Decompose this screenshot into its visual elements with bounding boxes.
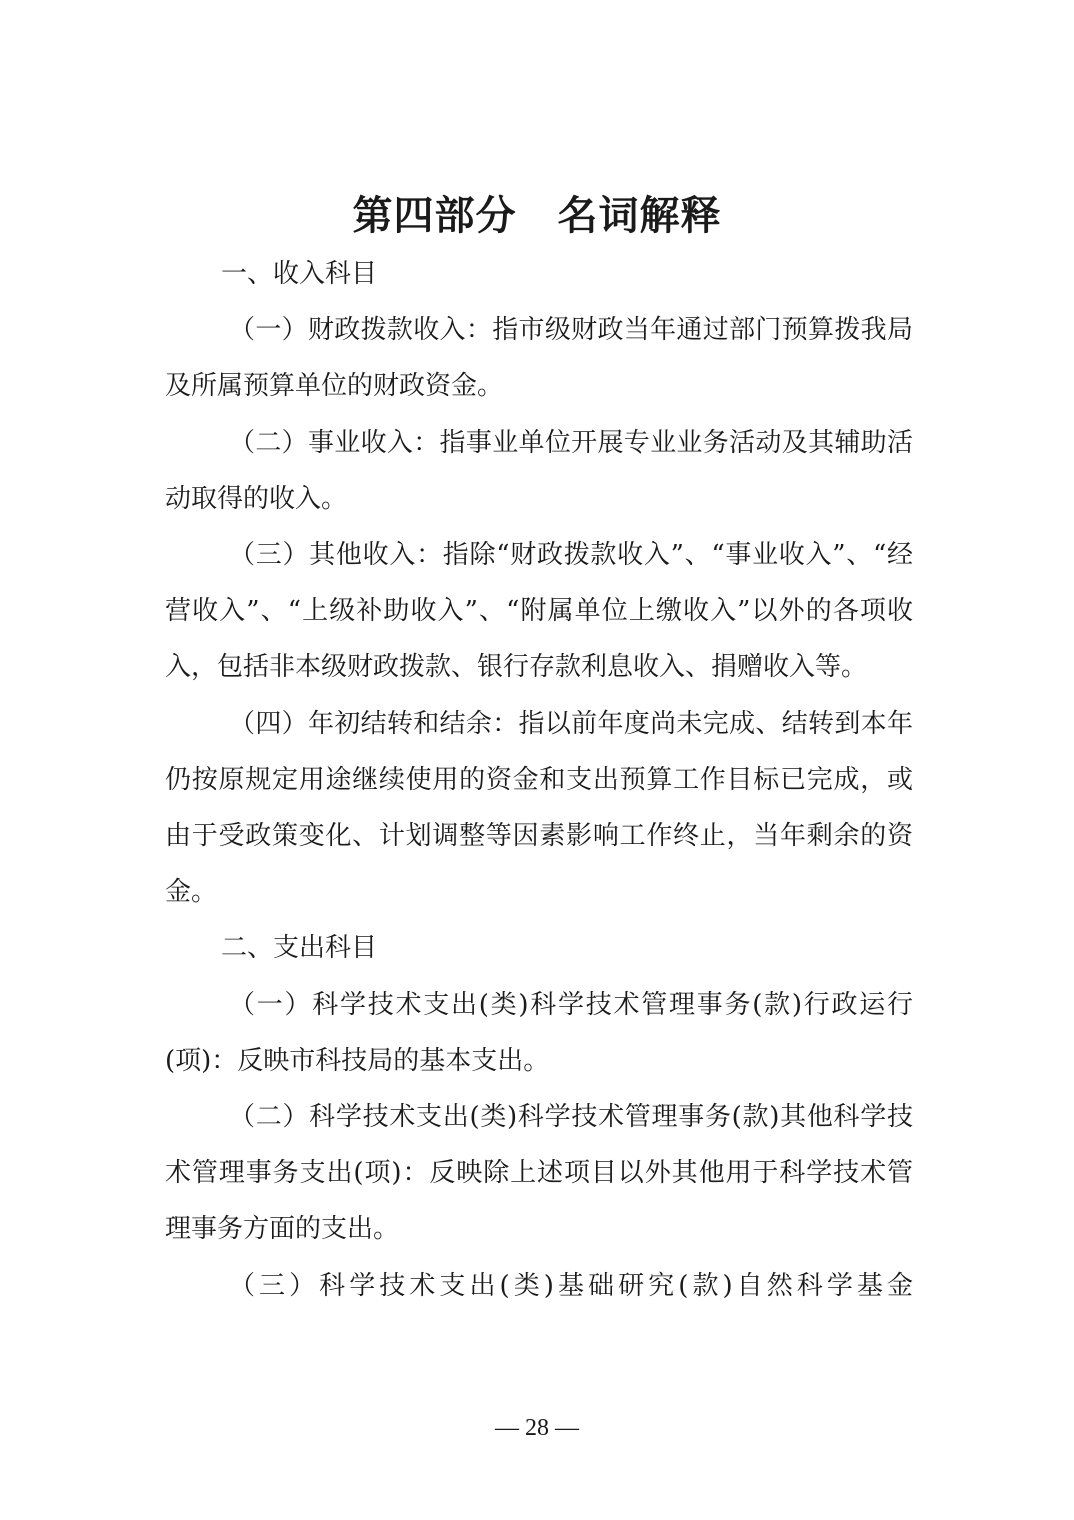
paragraph: （二）事业收入：指事业单位开展专业业务活动及其辅助活动取得的收入。	[165, 427, 913, 514]
paragraph: （三）科学技术支出(类)基础研究(款)自然科学基金	[229, 1270, 913, 1301]
page-title: 第四部分 名词解释	[352, 193, 722, 239]
paragraph: （三）其他收入：指除“财政拨款收入”、“事业收入”、“经营收入”、“上级补助收入”、“附属单位上缴收入”以外的各项收入，包括非本级财政拨款、银行存款利息收入、捐赠收入等。	[165, 540, 913, 683]
paragraph: （一）财政拨款收入：指市级财政当年通过部门预算拨我局及所属预算单位的财政资金。	[165, 315, 913, 402]
section-heading-expenditure: 二、支出科目	[221, 933, 378, 964]
page-number: — 28 —	[495, 1415, 579, 1441]
paragraph: （四）年初结转和结余：指以前年度尚未完成、结转到本年仍按原规定用途继续使用的资金和支出预算工作目标已完成，或由于受政策变化、计划调整等因素影响工作终止，当年剩余的资金。	[165, 708, 913, 908]
document-body	[165, 246, 913, 1314]
paragraph: （二）科学技术支出(类)科学技术管理事务(款)其他科学技术管理事务支出(项)：反映除上述项目以外其他用于科学技术管理事务方面的支出。	[165, 1102, 913, 1245]
section-heading-income: 一、收入科目	[221, 259, 378, 289]
paragraph: （一）科学技术支出(类)科学技术管理事务(款)行政运行(项)：反映市科技局的基本支出。	[165, 989, 913, 1076]
